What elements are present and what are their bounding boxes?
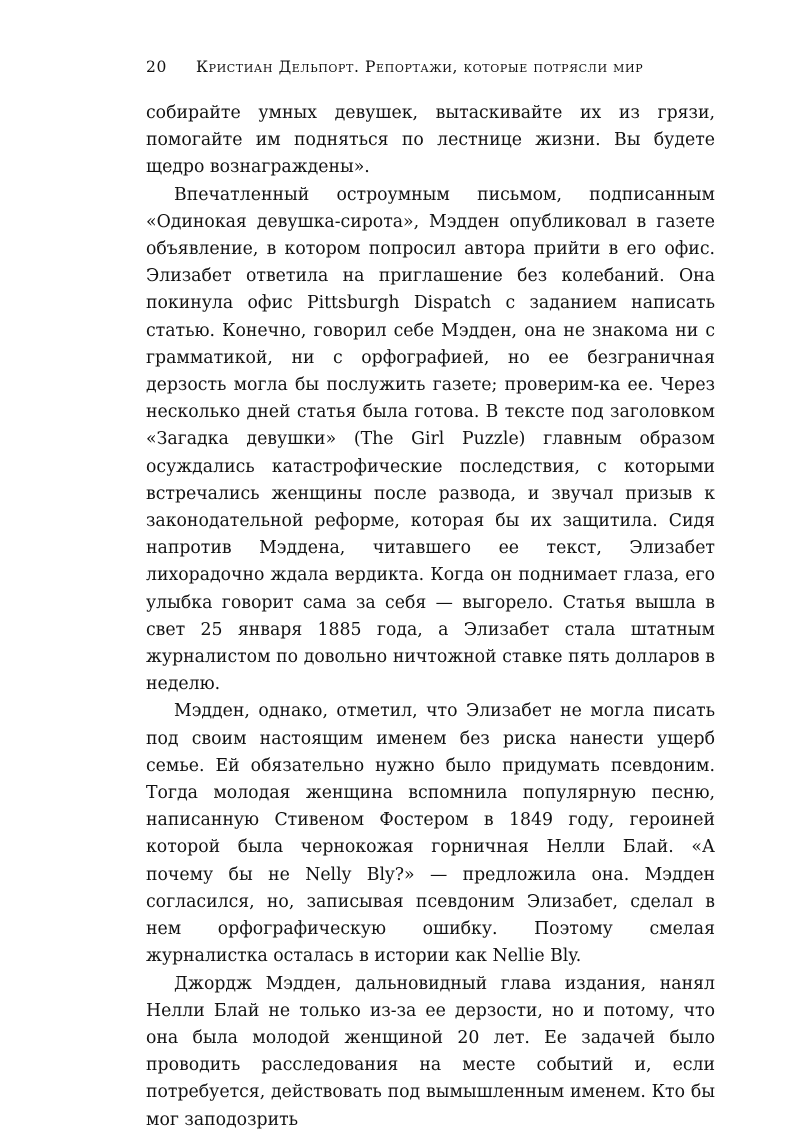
book-page — [146, 58, 715, 1134]
paragraph: Впечатленный остроумным письмом, подписанным «Одинокая девушка-сирота», Мэдден опубликовал в газете объявление, в котором попросил автора прийти в его офис. Элизабет ответила на приглашение без колебаний. Она покинула офис Pittsburgh Dispatch с заданием написать статью. Конечно, говорил себе Мэдден, она не знакома ни с грамматикой, ни с орфографией, но ее безграничная дерзость могла бы послужить газете; проверим-ка ее. Через несколько дней статья была готова. В тексте под заголовком «Загадка девушки» (The Girl Puzzle) главным образом осуждались катастрофические последствия, с которыми встречались женщины после развода, и звучал призыв к законодательной реформе, которая бы их защитила. Сидя напротив Мэддена, читавшего ее текст, Элизабет лихорадочно ждала вердикта. Когда он поднимает глаза, его улыбка говорит сама за себя — выгорело. Статья вышла в свет 25 января 1885 года, а Элизабет стала штатным журналистом по довольно ничтожной ставке пять долларов в неделю. — [146, 184, 715, 695]
running-title: Кристиан Дельпорт. Репортажи, которые потрясли мир — [196, 58, 644, 76]
running-header — [146, 58, 715, 76]
paragraph-continuation: собирайте умных девушек, вытаскивайте их из грязи, помогайте им подняться по лестнице жизни. Вы будете щедро вознаграждены». — [146, 103, 715, 178]
paragraph: Джордж Мэдден, дальновидный глава издания, нанял Нелли Блай не только из-за ее дерзости, но и потому, что она была молодой женщиной 20 лет. Ее задачей было проводить расследования на месте событий и, если потребуется, действовать под вымышленным именем. Кто бы мог заподозрить — [146, 973, 715, 1130]
paragraph: Мэдден, однако, отметил, что Элизабет не могла писать под своим настоящим именем без риска нанести ущерб семье. Ей обязательно нужно было придумать псевдоним. Тогда молодая женщина вспомнила популярную песню, написанную Стивеном Фостером в 1849 году, героиней которой была чернокожая горничная Нелли Блай. «А почему бы не Nelly Bly?» — предложила она. Мэдден согласился, но, записывая псевдоним Элизабет, сделал в нем орфографическую ошибку. Поэтому смелая журналистка осталась в истории как Nellie Bly. — [146, 701, 715, 967]
page-number: 20 — [146, 58, 167, 76]
